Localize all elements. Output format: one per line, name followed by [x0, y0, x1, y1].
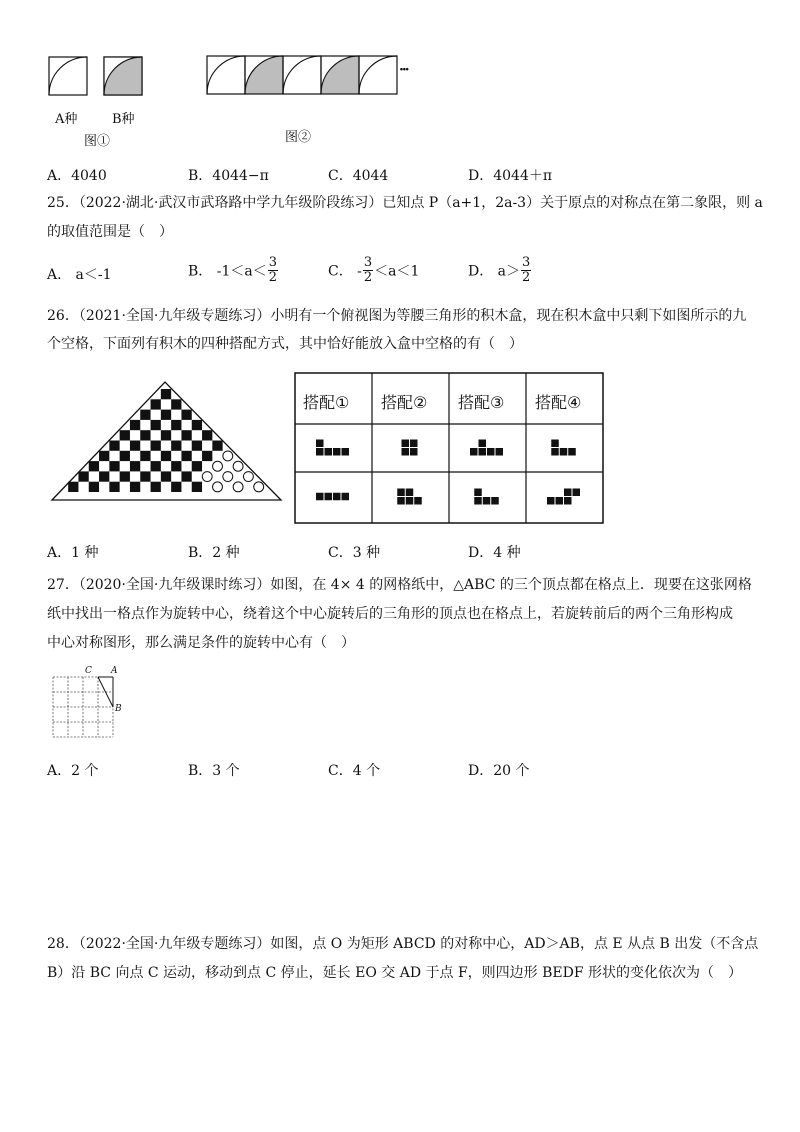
q24-continuation-dots: ··· — [399, 62, 408, 78]
q25-option-b-text: B． -1＜a＜ — [188, 263, 267, 280]
q24-option-d[interactable]: D．4044＋π — [468, 168, 553, 184]
q27-question-line1: 27．（2020·全国·九年级课时练习）如图，在 4× 4 的网格纸中，△ABC 的三个顶点都在格点上．现要在这张网格 — [47, 577, 752, 593]
q27-question-line2: 纸中找出一格点作为旋转中心，绕着这个中心旋转后的三角形的顶点也在格点上，若旋转前后的两个三角形构成 — [47, 606, 733, 622]
q25-question-line2: 的取值范围是（ ） — [47, 224, 173, 240]
q26-header-2: 搭配② — [381, 393, 428, 412]
q26-question-line2: 个空格，下面列有积木的四种搭配方式，其中恰好能放入盒中空格的有（ ） — [47, 336, 523, 352]
q24-fig1-caption: 图① — [84, 134, 111, 149]
q26-option-c[interactable]: C．3 种 — [328, 545, 381, 561]
q24-fig2-caption: 图② — [285, 130, 312, 145]
q28-question-line2: B）沿 BC 向点 C 运动，移动到点 C 停止，延长 EO 交 AD 于点 F，则四边形 BEDF 形状的变化依次为（ ） — [47, 965, 743, 981]
q24-option-b[interactable]: B．4044−π — [188, 168, 269, 184]
q25-question-line1: 25．（2022·湖北·武汉市武珞路中学九年级阶段练习）已知点 P（a+1，2a-3）关于原点的对称点在第二象限，则 a — [47, 195, 763, 211]
q24-label-a: A种 — [55, 112, 78, 127]
q26-header-3: 搭配③ — [458, 393, 505, 412]
q27-option-d[interactable]: D．20 个 — [468, 763, 530, 779]
q24-label-b: B种 — [112, 112, 135, 127]
q26-question-line1: 26．（2021·全国·九年级专题练习）小明有一个俯视图为等腰三角形的积木盒，现在积木盒中只剩下如图所示的九 — [47, 308, 747, 324]
q25-option-b-fraction: $\frac{3}{2}$ — [268, 255, 278, 285]
q26-option-d[interactable]: D．4 种 — [468, 545, 521, 561]
q25-option-d-fraction: $\frac{3}{2}$ — [522, 255, 531, 285]
q26-option-b[interactable]: B．2 种 — [188, 545, 240, 561]
q27-label-b: B — [115, 704, 122, 714]
q24-option-a[interactable]: A．4040 — [47, 168, 107, 184]
q27-option-b[interactable]: B．3 个 — [188, 763, 240, 779]
q25-option-c-tail: ＜a＜1 — [374, 263, 420, 280]
q27-question-line3: 中心对称图形，那么满足条件的旋转中心有（ ） — [47, 635, 355, 651]
q25-option-c-text: C． - — [328, 263, 362, 280]
q26-option-a[interactable]: A．1 种 — [47, 545, 99, 561]
q26-header-1: 搭配① — [303, 393, 350, 412]
q24-option-c[interactable]: C．4044 — [328, 168, 389, 184]
q27-label-a: A — [111, 666, 118, 676]
q27-label-c: C — [85, 666, 92, 676]
q25-option-a[interactable]: A． a＜-1 — [47, 267, 112, 283]
q27-option-c[interactable]: C．4 个 — [328, 763, 381, 779]
q25-option-d-text: D． a＞ — [468, 263, 521, 280]
q26-header-4: 搭配④ — [535, 393, 582, 412]
q27-option-a[interactable]: A．2 个 — [47, 763, 99, 779]
q28-question-line1: 28．（2022·全国·九年级专题练习）如图，点 O 为矩形 ABCD 的对称中心，AD＞AB，点 E 从点 B 出发（不含点 — [47, 936, 759, 952]
q25-option-c-fraction: $\frac{3}{2}$ — [363, 255, 373, 285]
